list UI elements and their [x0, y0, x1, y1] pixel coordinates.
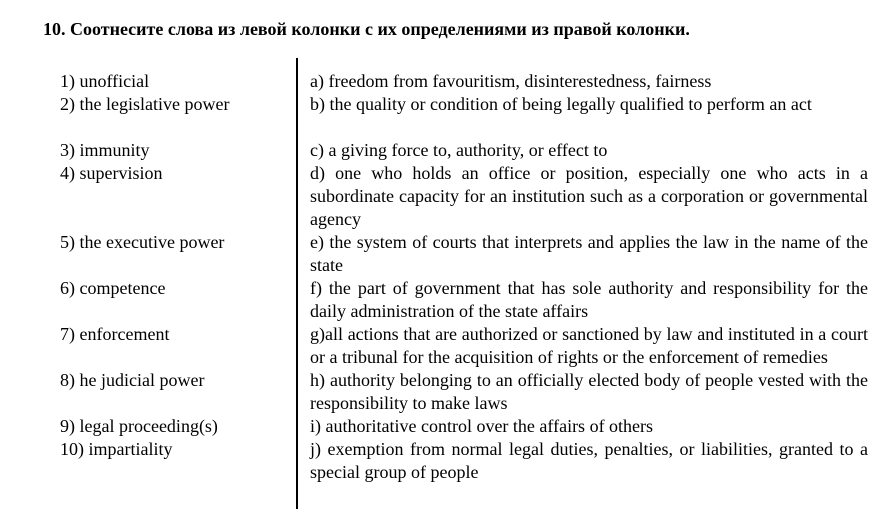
matching-row: [0, 162, 896, 231]
definition-item: e) the system of courts that interprets and applies the law in the name of the state: [310, 232, 868, 275]
matching-rows: [0, 58, 896, 484]
term-item: 1) unofficial: [60, 71, 150, 91]
matching-row: [0, 369, 896, 415]
term-item: 5) the executive power: [60, 232, 225, 252]
definition-item: b) the quality or condition of being legally qualified to perform an act: [310, 94, 812, 114]
matching-row: [0, 93, 896, 116]
term-item: 4) supervision: [60, 163, 163, 183]
matching-row: [0, 231, 896, 277]
matching-row: [0, 70, 896, 93]
definition-item: d) one who holds an office or position, especially one who acts in a subordinate capacity for an institution such as a corporation or governmental agency: [310, 163, 868, 229]
definition-item: c) a giving force to, authority, or effect to: [310, 140, 608, 160]
term-item: 9) legal proceeding(s): [60, 416, 218, 436]
matching-row: [0, 139, 896, 162]
definition-item: g)all actions that are authorized or sanctioned by law and instituted in a court or a tribunal for the acquisition of rights or the enforcement of remedies: [310, 324, 868, 367]
term-item: 6) competence: [60, 278, 166, 298]
document-page: [0, 18, 896, 527]
term-item: 2) the legislative power: [60, 94, 230, 114]
matching-row: [0, 277, 896, 323]
definition-item: i) authoritative control over the affairs of others: [310, 416, 654, 436]
matching-row: [0, 323, 896, 369]
exercise-title: 10. Соотнесите слова из левой колонки с их определениями из правой колонки.: [43, 19, 690, 39]
term-item: 7) enforcement: [60, 324, 170, 344]
term-item: 8) he judicial power: [60, 370, 205, 390]
definition-item: j) exemption from normal legal duties, penalties, or liabilities, granted to a special group of people: [310, 439, 868, 482]
definition-item: f) the part of government that has sole authority and responsibility for the daily administration of the state affairs: [310, 278, 868, 321]
term-item: 10) impartiality: [60, 439, 173, 459]
matching-exercise: [0, 58, 896, 509]
definition-item: a) freedom from favouritism, disinterestedness, fairness: [310, 71, 712, 91]
term-item: 3) immunity: [60, 140, 150, 160]
matching-row: [0, 438, 896, 484]
matching-row: [0, 415, 896, 438]
column-divider: [296, 58, 298, 509]
definition-item: h) authority belonging to an officially elected body of people vested with the responsibility to make laws: [310, 370, 868, 413]
